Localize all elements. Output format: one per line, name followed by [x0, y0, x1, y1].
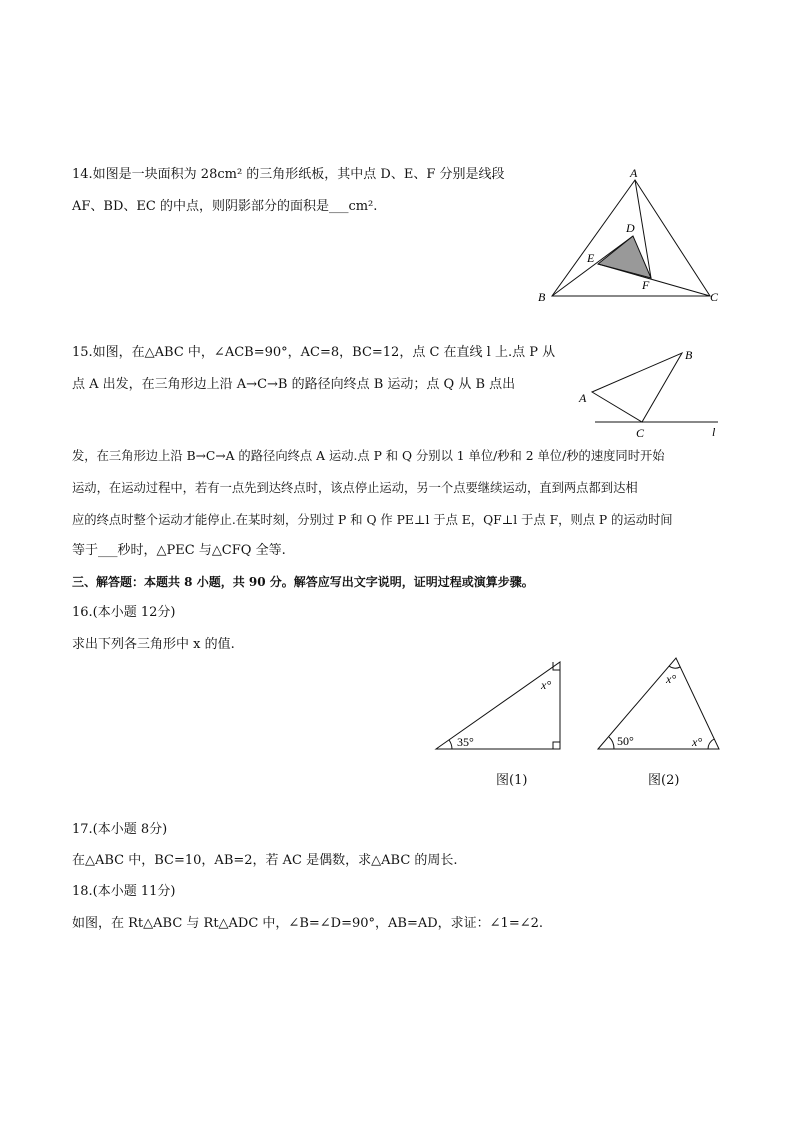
q16-fig1-right-angle-bottom [553, 742, 560, 749]
q17-header: 17.(本小题 8分) [72, 822, 168, 837]
q15-figure [575, 345, 735, 445]
q16-header: 16.(本小题 12分) [72, 605, 176, 620]
q14-segment-EC [598, 264, 710, 296]
q16-fig2-angle-x-right: x° [692, 735, 703, 749]
q15-label-C: C [636, 426, 645, 440]
q14-label-B: B [538, 290, 546, 304]
q17-text: 在△ABC 中，BC=10，AB=2，若 AC 是偶数，求△ABC 的周长. [72, 853, 458, 868]
q14-label-E: E [587, 251, 595, 265]
q16-fig2-arc-top [669, 666, 680, 668]
q16-fig1-angle-x: x° [541, 678, 552, 692]
q15-line-2: 点 A 出发，在三角形边上沿 A→C→B 的路径向终点 B 运动；点 Q 从 B 点出 [72, 377, 516, 392]
q16-fig2-arc-left [609, 737, 614, 749]
q14-line-1: 14.如图是一块面积为 28cm² 的三角形纸板，其中点 D、E、F 分别是线段 [72, 167, 505, 182]
q14-label-C: C [710, 290, 719, 304]
q16-figure-1 [430, 655, 570, 755]
q15-label-l: l [712, 425, 716, 439]
q16-fig1-angle-35: 35° [457, 735, 474, 749]
q18-text: 如图，在 Rt△ABC 与 Rt△ADC 中，∠B=∠D=90°，AB=AD，求证：∠1=∠2. [72, 916, 544, 931]
q14-label-D: D [626, 221, 635, 235]
section-3-title: 三、解答题：本题共 8 小题，共 90 分。解答应写出文字说明，证明过程或演算步骤。 [72, 575, 534, 589]
q16-fig2-angle-50: 50° [617, 734, 634, 748]
q16-figure-2 [592, 652, 732, 752]
q15-label-B: B [685, 348, 693, 362]
q15-line-3: 发，在三角形边上沿 B→C→A 的路径向终点 A 运动.点 P 和 Q 分别以 1 单位/秒和 2 单位/秒的速度同时开始 [72, 449, 665, 463]
q16-prompt: 求出下列各三角形中 x 的值. [72, 637, 235, 652]
q14-line-2: AF、BD、EC 的中点，则阴影部分的面积是___cm². [72, 199, 378, 214]
q14-label-A: A [630, 166, 638, 180]
q16-fig2-angle-x-top: x° [666, 672, 677, 686]
q15-line-6: 等于___秒时，△PEC 与△CFQ 全等. [72, 543, 286, 558]
q16-fig1-caption: 图(1) [496, 773, 528, 788]
q15-line-1: 15.如图，在△ABC 中，∠ACB=90°，AC=8，BC=12，点 C 在直线 l 上.点 P 从 [72, 345, 556, 360]
q15-line-4: 运动，在运动过程中，若有一点先到达终点时，该点停止运动，另一个点要继续运动，直到两点都到达相 [72, 481, 638, 495]
q15-triangle [592, 353, 682, 422]
q14-label-F: F [642, 278, 650, 292]
q15-label-A: A [579, 391, 587, 405]
q16-fig1-triangle [436, 662, 560, 749]
q15-line-5: 应的终点时整个运动才能停止.在某时刻，分别过 P 和 Q 作 PE⊥l 于点 E，QF⊥l 于点 F，则点 P 的运动时间 [72, 513, 673, 527]
q16-fig2-caption: 图(2) [648, 773, 680, 788]
q16-fig2-arc-right [708, 739, 714, 749]
q16-fig1-angle-arc [449, 740, 452, 749]
q18-header: 18.(本小题 11分) [72, 884, 176, 899]
q14-figure [535, 168, 735, 308]
